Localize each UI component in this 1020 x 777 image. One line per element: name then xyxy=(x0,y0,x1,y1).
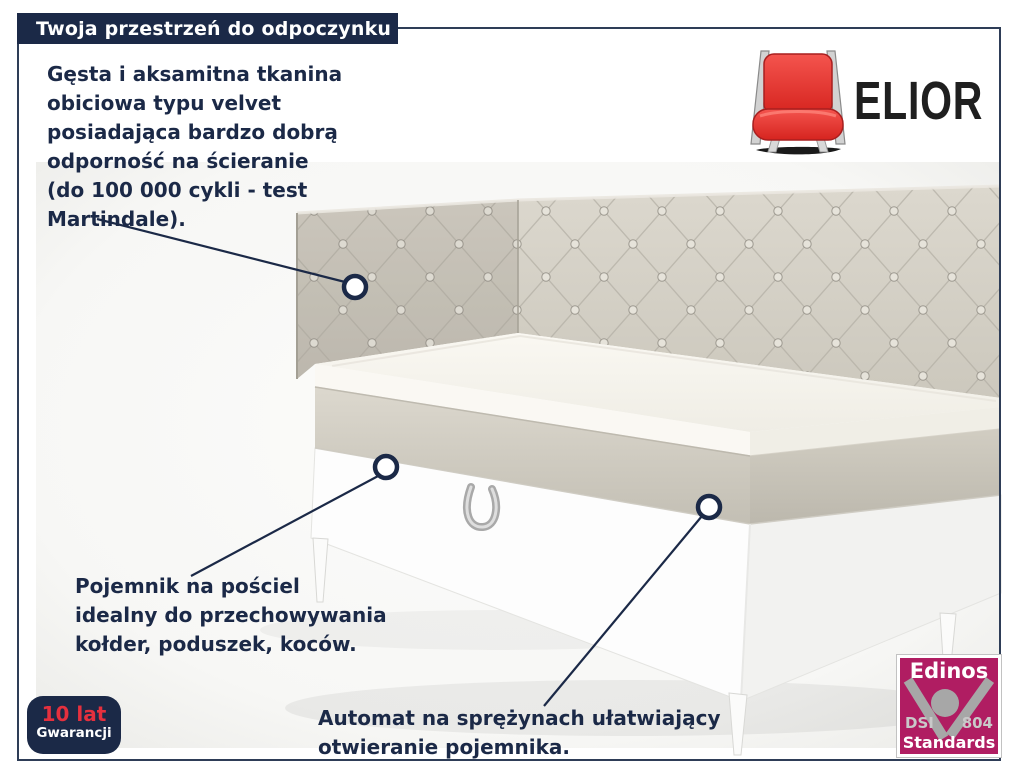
callout-circle-storage xyxy=(375,456,397,478)
fabric-note-line: odporność na ścieranie xyxy=(47,149,309,173)
standards-label: Standards xyxy=(902,733,996,752)
callout-circle-mechanism xyxy=(698,496,720,518)
header-banner xyxy=(17,13,398,44)
warranty-badge xyxy=(27,696,121,754)
fabric-note-line: Gęsta i aksamitna tkanina xyxy=(47,62,343,86)
mechanism-note-line: otwieranie pojemnika. xyxy=(318,735,570,759)
fabric-note-line: (do 100 000 cykli - test xyxy=(47,178,308,202)
standards-brand: Edinos xyxy=(909,659,989,683)
callout-circle-fabric xyxy=(344,276,366,298)
warranty-years: 10 lat xyxy=(41,702,107,726)
brand-logo xyxy=(748,44,998,159)
storage-note-line: kołder, poduszek, koców. xyxy=(75,632,357,656)
storage-note xyxy=(75,572,387,659)
standards-right-text: 804 xyxy=(961,714,993,732)
storage-note-line: Pojemnik na pościel xyxy=(75,574,300,598)
banner-title: Twoja przestrzeń do odpoczynku xyxy=(36,17,392,40)
mechanism-note xyxy=(318,704,720,762)
standards-badge xyxy=(897,655,1001,757)
standards-left-text: DSI xyxy=(905,714,934,732)
fabric-note-line: posiadająca bardzo dobrą xyxy=(47,120,338,144)
storage-note-line: idealny do przechowywania xyxy=(75,603,387,627)
warranty-label: Gwarancji xyxy=(36,725,112,741)
red-chair-icon xyxy=(748,46,848,158)
fabric-note-line: obiciowa typu velvet xyxy=(47,91,282,115)
mechanism-note-line: Automat na sprężynach ułatwiający xyxy=(318,706,721,730)
fabric-note xyxy=(47,60,342,234)
fabric-note-line: Martindale). xyxy=(47,207,186,231)
brand-name: ELIOR xyxy=(854,71,984,131)
